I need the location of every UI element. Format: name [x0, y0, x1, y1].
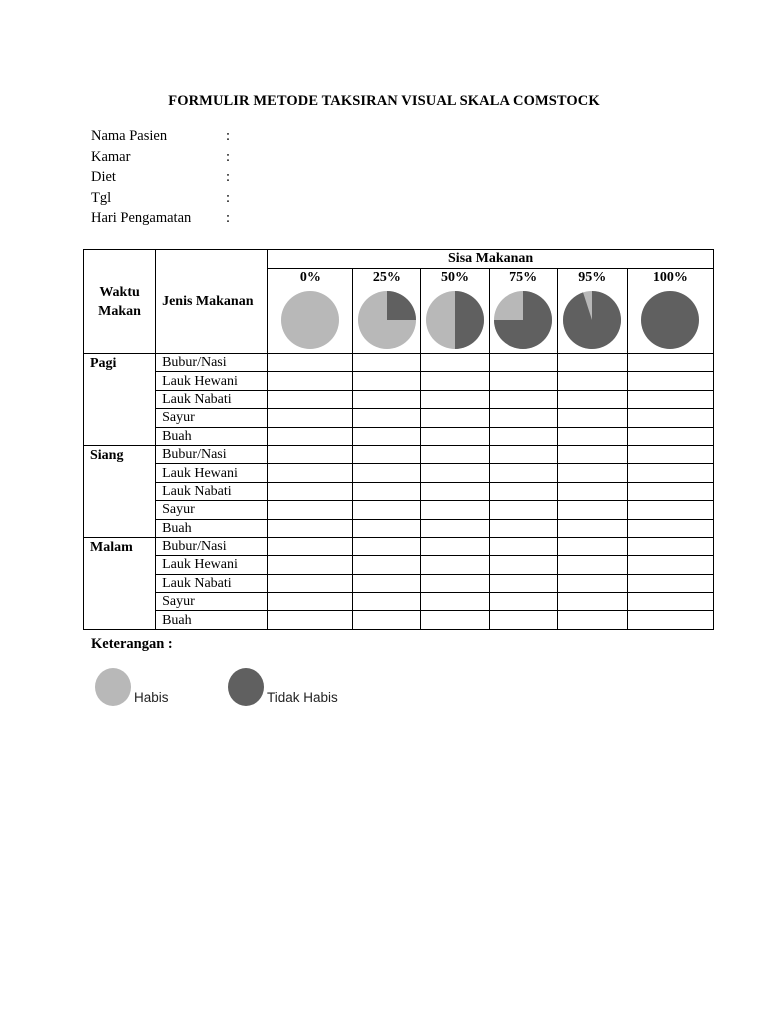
- entry-cell[interactable]: [421, 390, 489, 408]
- info-colon: :: [226, 189, 231, 206]
- entry-cell[interactable]: [421, 409, 489, 427]
- entry-cell[interactable]: [353, 427, 421, 445]
- entry-cell[interactable]: [421, 593, 489, 611]
- entry-cell[interactable]: [268, 427, 353, 445]
- entry-cell[interactable]: [268, 519, 353, 537]
- entry-cell[interactable]: [268, 574, 353, 592]
- entry-cell[interactable]: [489, 574, 557, 592]
- info-label: Kamar: [91, 148, 131, 165]
- entry-cell[interactable]: [421, 611, 489, 629]
- entry-cell[interactable]: [627, 409, 713, 427]
- meal-time-cell: Pagi: [84, 354, 156, 446]
- entry-cell[interactable]: [268, 354, 353, 372]
- portion-pie-icon: [493, 290, 553, 350]
- entry-cell[interactable]: [627, 519, 713, 537]
- entry-cell[interactable]: [557, 445, 627, 463]
- food-type-cell: Bubur/Nasi: [156, 354, 268, 372]
- entry-cell[interactable]: [421, 354, 489, 372]
- comstock-table: [83, 249, 714, 630]
- entry-cell[interactable]: [353, 464, 421, 482]
- entry-cell[interactable]: [268, 409, 353, 427]
- entry-cell[interactable]: [353, 372, 421, 390]
- legend-title: Keterangan :: [91, 636, 173, 652]
- entry-cell[interactable]: [421, 537, 489, 555]
- tidak-habis-swatch-icon: [228, 668, 264, 706]
- food-type-cell: Sayur: [156, 593, 268, 611]
- legend-label: Habis: [134, 690, 169, 705]
- entry-cell[interactable]: [421, 482, 489, 500]
- entry-cell[interactable]: [421, 574, 489, 592]
- entry-cell[interactable]: [489, 445, 557, 463]
- table-row: [84, 556, 714, 574]
- entry-cell[interactable]: [353, 574, 421, 592]
- portion-pie-icon: [640, 290, 700, 350]
- food-type-cell: Lauk Nabati: [156, 390, 268, 408]
- entry-cell[interactable]: [627, 390, 713, 408]
- food-type-cell: Lauk Hewani: [156, 372, 268, 390]
- food-type-cell: Lauk Hewani: [156, 556, 268, 574]
- entry-cell[interactable]: [421, 372, 489, 390]
- entry-cell[interactable]: [557, 409, 627, 427]
- entry-cell[interactable]: [421, 519, 489, 537]
- percent-header-50: 50%: [421, 269, 489, 287]
- pie-base: [641, 291, 699, 349]
- percent-header-100: 100%: [627, 269, 713, 287]
- table-row: [84, 593, 714, 611]
- food-type-cell: Buah: [156, 519, 268, 537]
- info-colon: :: [226, 128, 231, 144]
- entry-cell[interactable]: [353, 611, 421, 629]
- info-label: Diet: [91, 169, 116, 185]
- entry-cell[interactable]: [557, 593, 627, 611]
- entry-cell[interactable]: [268, 537, 353, 555]
- entry-cell[interactable]: [489, 519, 557, 537]
- entry-cell[interactable]: [627, 354, 713, 372]
- entry-cell[interactable]: [489, 354, 557, 372]
- percent-header-95: 95%: [557, 269, 627, 287]
- entry-cell[interactable]: [557, 390, 627, 408]
- entry-cell[interactable]: [557, 482, 627, 500]
- entry-cell[interactable]: [489, 372, 557, 390]
- entry-cell[interactable]: [268, 593, 353, 611]
- table-row: [84, 427, 714, 445]
- table-row: [84, 445, 714, 463]
- food-type-cell: Buah: [156, 611, 268, 629]
- entry-cell[interactable]: [353, 593, 421, 611]
- header-row-sisa: [84, 250, 714, 269]
- entry-cell[interactable]: [421, 464, 489, 482]
- entry-cell[interactable]: [557, 537, 627, 555]
- entry-cell[interactable]: [557, 354, 627, 372]
- entry-cell[interactable]: [557, 556, 627, 574]
- food-type-cell: Lauk Nabati: [156, 482, 268, 500]
- entry-cell[interactable]: [268, 482, 353, 500]
- entry-cell[interactable]: [557, 574, 627, 592]
- entry-cell[interactable]: [489, 556, 557, 574]
- info-colon: :: [226, 148, 231, 165]
- food-type-cell: Bubur/Nasi: [156, 445, 268, 463]
- table-row: [84, 574, 714, 592]
- entry-cell[interactable]: [557, 519, 627, 537]
- portion-pie-icon: [280, 290, 340, 350]
- form-title: FORMULIR METODE TAKSIRAN VISUAL SKALA COMSTOCK: [168, 93, 600, 109]
- entry-cell[interactable]: [627, 593, 713, 611]
- entry-cell[interactable]: [268, 556, 353, 574]
- entry-cell[interactable]: [421, 556, 489, 574]
- entry-cell[interactable]: [353, 409, 421, 427]
- info-label: Tgl: [91, 189, 112, 206]
- waktu-header-line2: Makan: [98, 303, 141, 319]
- table-row: [84, 482, 714, 500]
- entry-cell[interactable]: [557, 372, 627, 390]
- entry-cell[interactable]: [557, 611, 627, 629]
- food-type-cell: Sayur: [156, 501, 268, 519]
- percent-header-0: 0%: [268, 269, 353, 287]
- entry-cell[interactable]: [353, 519, 421, 537]
- pie-cell-1: [353, 286, 421, 354]
- entry-cell[interactable]: [489, 390, 557, 408]
- entry-cell[interactable]: [627, 501, 713, 519]
- pie-cell-5: [627, 286, 713, 354]
- table-row: [84, 390, 714, 408]
- pie-cell-3: [489, 286, 557, 354]
- entry-cell[interactable]: [489, 593, 557, 611]
- entry-cell[interactable]: [268, 372, 353, 390]
- entry-cell[interactable]: [489, 611, 557, 629]
- entry-cell[interactable]: [627, 372, 713, 390]
- entry-cell[interactable]: [268, 611, 353, 629]
- entry-cell[interactable]: [489, 409, 557, 427]
- food-type-cell: Buah: [156, 427, 268, 445]
- info-colon: :: [226, 210, 231, 226]
- entry-cell[interactable]: [557, 427, 627, 445]
- info-label: Nama Pasien: [91, 128, 168, 144]
- entry-cell[interactable]: [268, 445, 353, 463]
- jenis-makanan-header: Jenis Makanan: [156, 250, 268, 354]
- entry-cell[interactable]: [627, 445, 713, 463]
- entry-cell[interactable]: [627, 464, 713, 482]
- entry-cell[interactable]: [489, 482, 557, 500]
- portion-pie-icon: [357, 290, 417, 350]
- portion-pie-icon: [562, 290, 622, 350]
- entry-cell[interactable]: [268, 464, 353, 482]
- entry-cell[interactable]: [489, 501, 557, 519]
- entry-cell[interactable]: [627, 574, 713, 592]
- table-row: [84, 354, 714, 372]
- table-row: [84, 519, 714, 537]
- portion-pie-icon: [425, 290, 485, 350]
- entry-cell[interactable]: [421, 445, 489, 463]
- entry-cell[interactable]: [557, 501, 627, 519]
- waktu-makan-header: [84, 250, 156, 354]
- food-type-cell: Sayur: [156, 409, 268, 427]
- entry-cell[interactable]: [489, 427, 557, 445]
- pie-cell-2: [421, 286, 489, 354]
- table-row: [84, 372, 714, 390]
- entry-cell[interactable]: [353, 482, 421, 500]
- pie-cell-0: [268, 286, 353, 354]
- table-row: [84, 464, 714, 482]
- meal-time-cell: Siang: [84, 445, 156, 537]
- entry-cell[interactable]: [627, 427, 713, 445]
- info-label: Hari Pengamatan: [91, 210, 192, 226]
- entry-cell[interactable]: [627, 611, 713, 629]
- entry-cell[interactable]: [627, 482, 713, 500]
- habis-swatch-icon: [95, 668, 131, 706]
- entry-cell[interactable]: [353, 556, 421, 574]
- entry-cell[interactable]: [353, 390, 421, 408]
- entry-cell[interactable]: [489, 464, 557, 482]
- pie-base: [281, 291, 339, 349]
- entry-cell[interactable]: [353, 445, 421, 463]
- entry-cell[interactable]: [489, 537, 557, 555]
- entry-cell[interactable]: [421, 501, 489, 519]
- entry-cell[interactable]: [353, 537, 421, 555]
- entry-cell[interactable]: [627, 556, 713, 574]
- table-row: [84, 537, 714, 555]
- entry-cell[interactable]: [421, 427, 489, 445]
- entry-cell[interactable]: [268, 390, 353, 408]
- percent-header-25: 25%: [353, 269, 421, 287]
- percent-header-75: 75%: [489, 269, 557, 287]
- table-row: [84, 501, 714, 519]
- pie-remaining-slice: [455, 291, 484, 349]
- food-type-cell: Lauk Hewani: [156, 464, 268, 482]
- legend-label: Tidak Habis: [267, 690, 338, 705]
- pie-remaining-slice: [563, 291, 621, 349]
- table-row: [84, 611, 714, 629]
- waktu-header-line1: Waktu: [99, 284, 140, 300]
- entry-cell[interactable]: [353, 501, 421, 519]
- entry-cell[interactable]: [557, 464, 627, 482]
- meal-time-cell: Malam: [84, 537, 156, 629]
- table-body: [84, 354, 714, 630]
- pie-remaining-slice: [387, 291, 416, 320]
- food-type-cell: Lauk Nabati: [156, 574, 268, 592]
- entry-cell[interactable]: [627, 537, 713, 555]
- sisa-makanan-header: Sisa Makanan: [268, 250, 714, 269]
- table-row: [84, 409, 714, 427]
- info-colon: :: [226, 169, 231, 185]
- entry-cell[interactable]: [353, 354, 421, 372]
- entry-cell[interactable]: [268, 501, 353, 519]
- pie-cell-4: [557, 286, 627, 354]
- food-type-cell: Bubur/Nasi: [156, 537, 268, 555]
